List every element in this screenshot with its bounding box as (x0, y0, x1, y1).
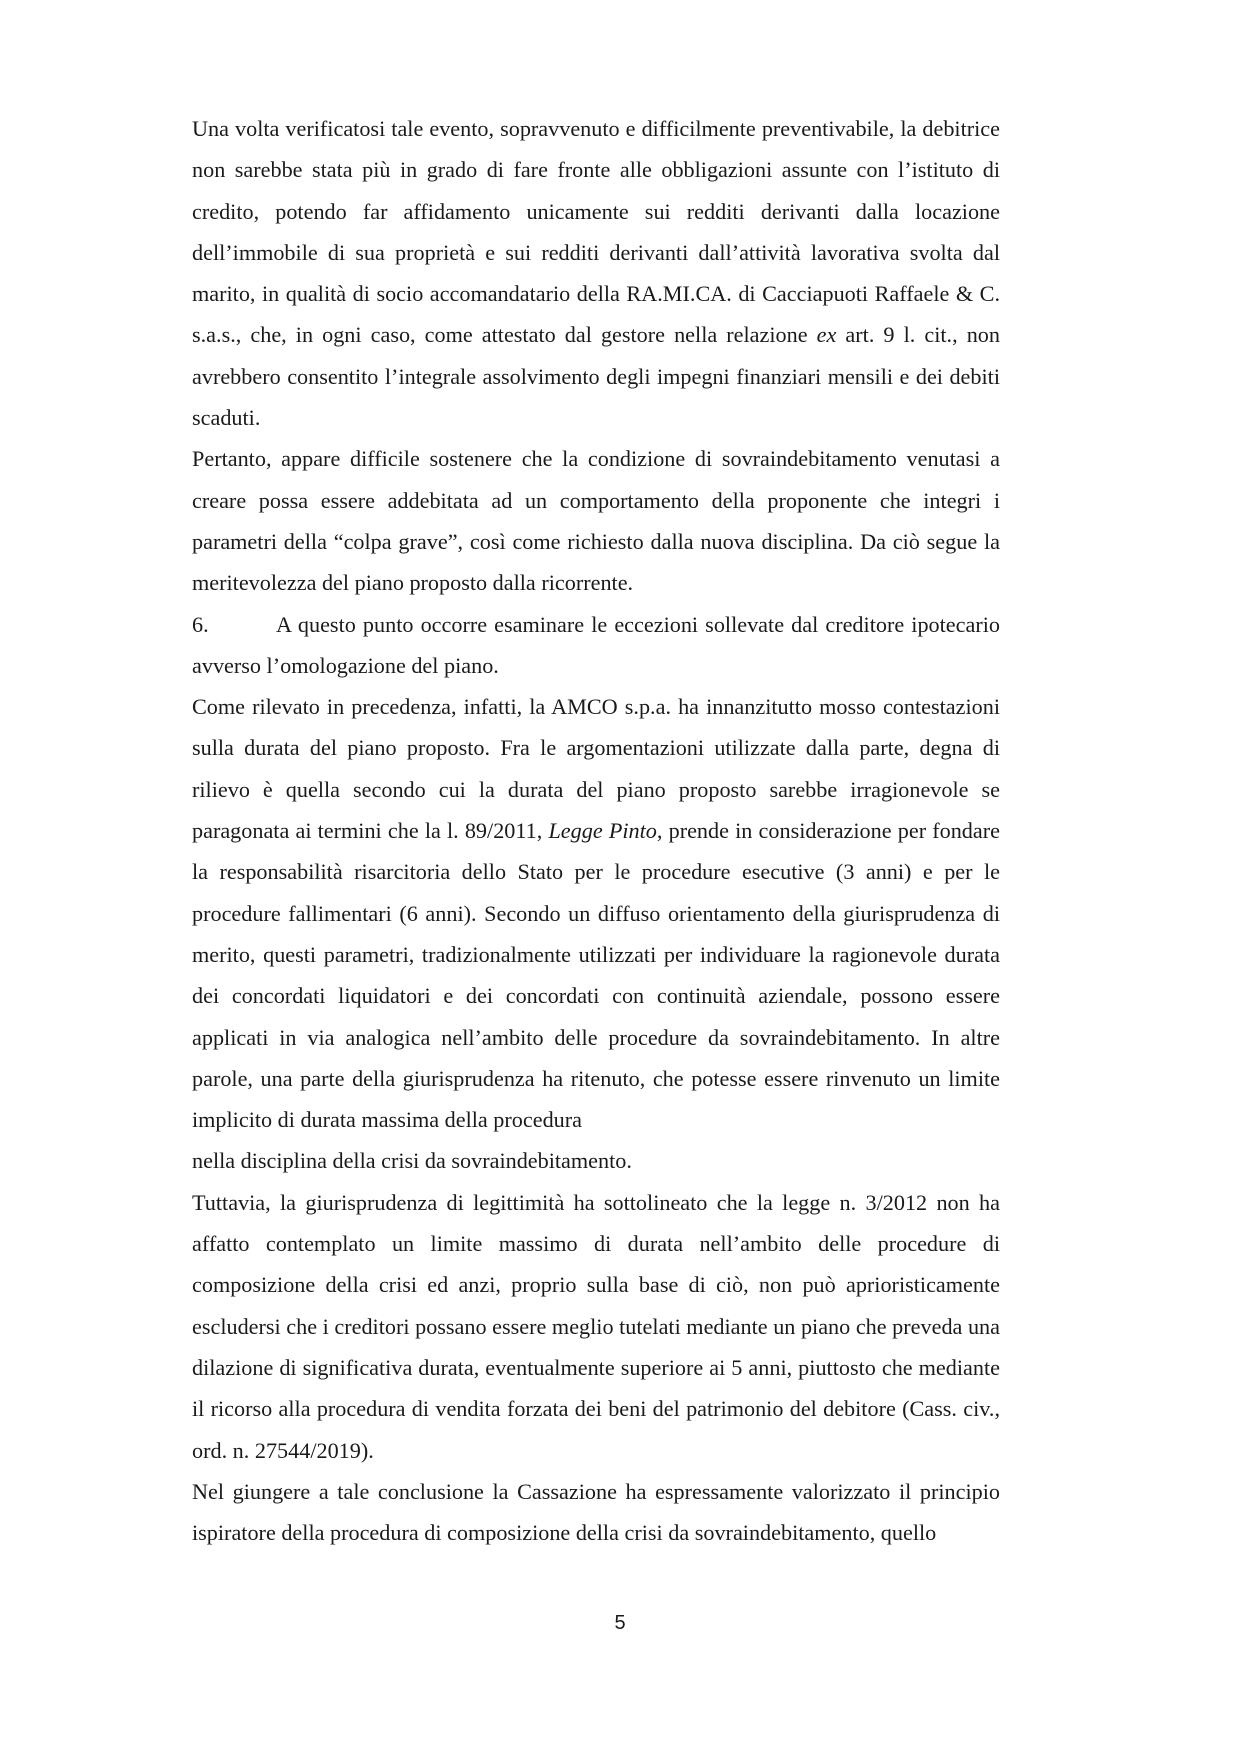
section-paragraph: 6. A questo punto occorre esaminare le eccezioni sollevate dal creditore ipotecario avverso l’omologazione del piano. (192, 604, 1000, 687)
paragraph: nella disciplina della crisi da sovraindebitamento. (192, 1148, 632, 1174)
page-number: 5 (614, 1612, 626, 1634)
italic-term: Legge Pinto (548, 818, 657, 844)
paragraph: Una volta verificatosi tale evento, sopravvenuto e difficilmente preventivabile, la debitrice non sarebbe stata più in grado di fare fronte alle obbligazioni assunte con l’istituto di credito, potendo far affidamento unicamente sui redditi derivanti dalla locazione dell’immobile di sua proprietà e sui redditi derivanti dall’attività lavorativa svolta dal marito, in qualità di socio accomandatario della RA.MI.CA. di Cacciapuoti Raffaele & C. s.a.s., che, in ogni caso, come attestato dal gestore nella relazione ex art. 9 l. cit., non avrebbero consentito l’integrale assolvimento degli impegni finanziari mensili e dei debiti scaduti. (192, 116, 1000, 431)
section-number: 6. (192, 611, 209, 637)
paragraph: Come rilevato in precedenza, infatti, la AMCO s.p.a. ha innanzitutto mosso contestazioni sulla durata del piano proposto. Fra le argomentazioni utilizzate dalla parte, degna di rilievo è quella secondo cui la durata del piano proposto sarebbe irragionevole se paragonata ai termini che la l. 89/2011, Legge Pinto, prende in considerazione per fondare la responsabilità risarcitoria dello Stato per le procedure esecutive (3 anni) e per le procedure fallimentari (6 anni). Secondo un diffuso orientamento della giurisprudenza di merito, questi parametri, tradizionalmente utilizzati per individuare la ragionevole durata dei concordati liquidatori e dei concordati con continuità aziendale, possono essere applicati in via analogica nell’ambito delle procedure da sovraindebitamento. In altre parole, una parte della giurisprudenza ha ritenuto, che potesse essere rinvenuto un limite implicito di durata massima della procedura (192, 694, 1000, 1133)
body-text (192, 108, 1000, 1553)
italic-term: ex (816, 322, 837, 348)
paragraph: Pertanto, appare difficile sostenere che la condizione di sovraindebitamento venutasi a creare possa essere addebitata ad un comportamento della proponente che integri i parametri della “colpa grave”, così come richiesto dalla nuova disciplina. Da ciò segue la meritevolezza del piano proposto dalla ricorrente. (192, 446, 1000, 596)
paragraph: Nel giungere a tale conclusione la Cassazione ha espressamente valorizzato il principio ispiratore della procedura di composizione della crisi da sovraindebitamento, quello (192, 1478, 1000, 1546)
paragraph: Tuttavia, la giurisprudenza di legittimità ha sottolineato che la legge n. 3/2012 non ha affatto contemplato un limite massimo di durata nell’ambito delle procedure di composizione della crisi ed anzi, proprio sulla base di ciò, non può aprioristicamente escludersi che i creditori possano essere meglio tutelati mediante un piano che preveda una dilazione di significativa durata, eventualmente superiore ai 5 anni, piuttosto che mediante il ricorso alla procedura di vendita forzata dei beni del patrimonio del debitore (Cass. civ., ord. n. 27544/2019). (192, 1189, 1000, 1463)
